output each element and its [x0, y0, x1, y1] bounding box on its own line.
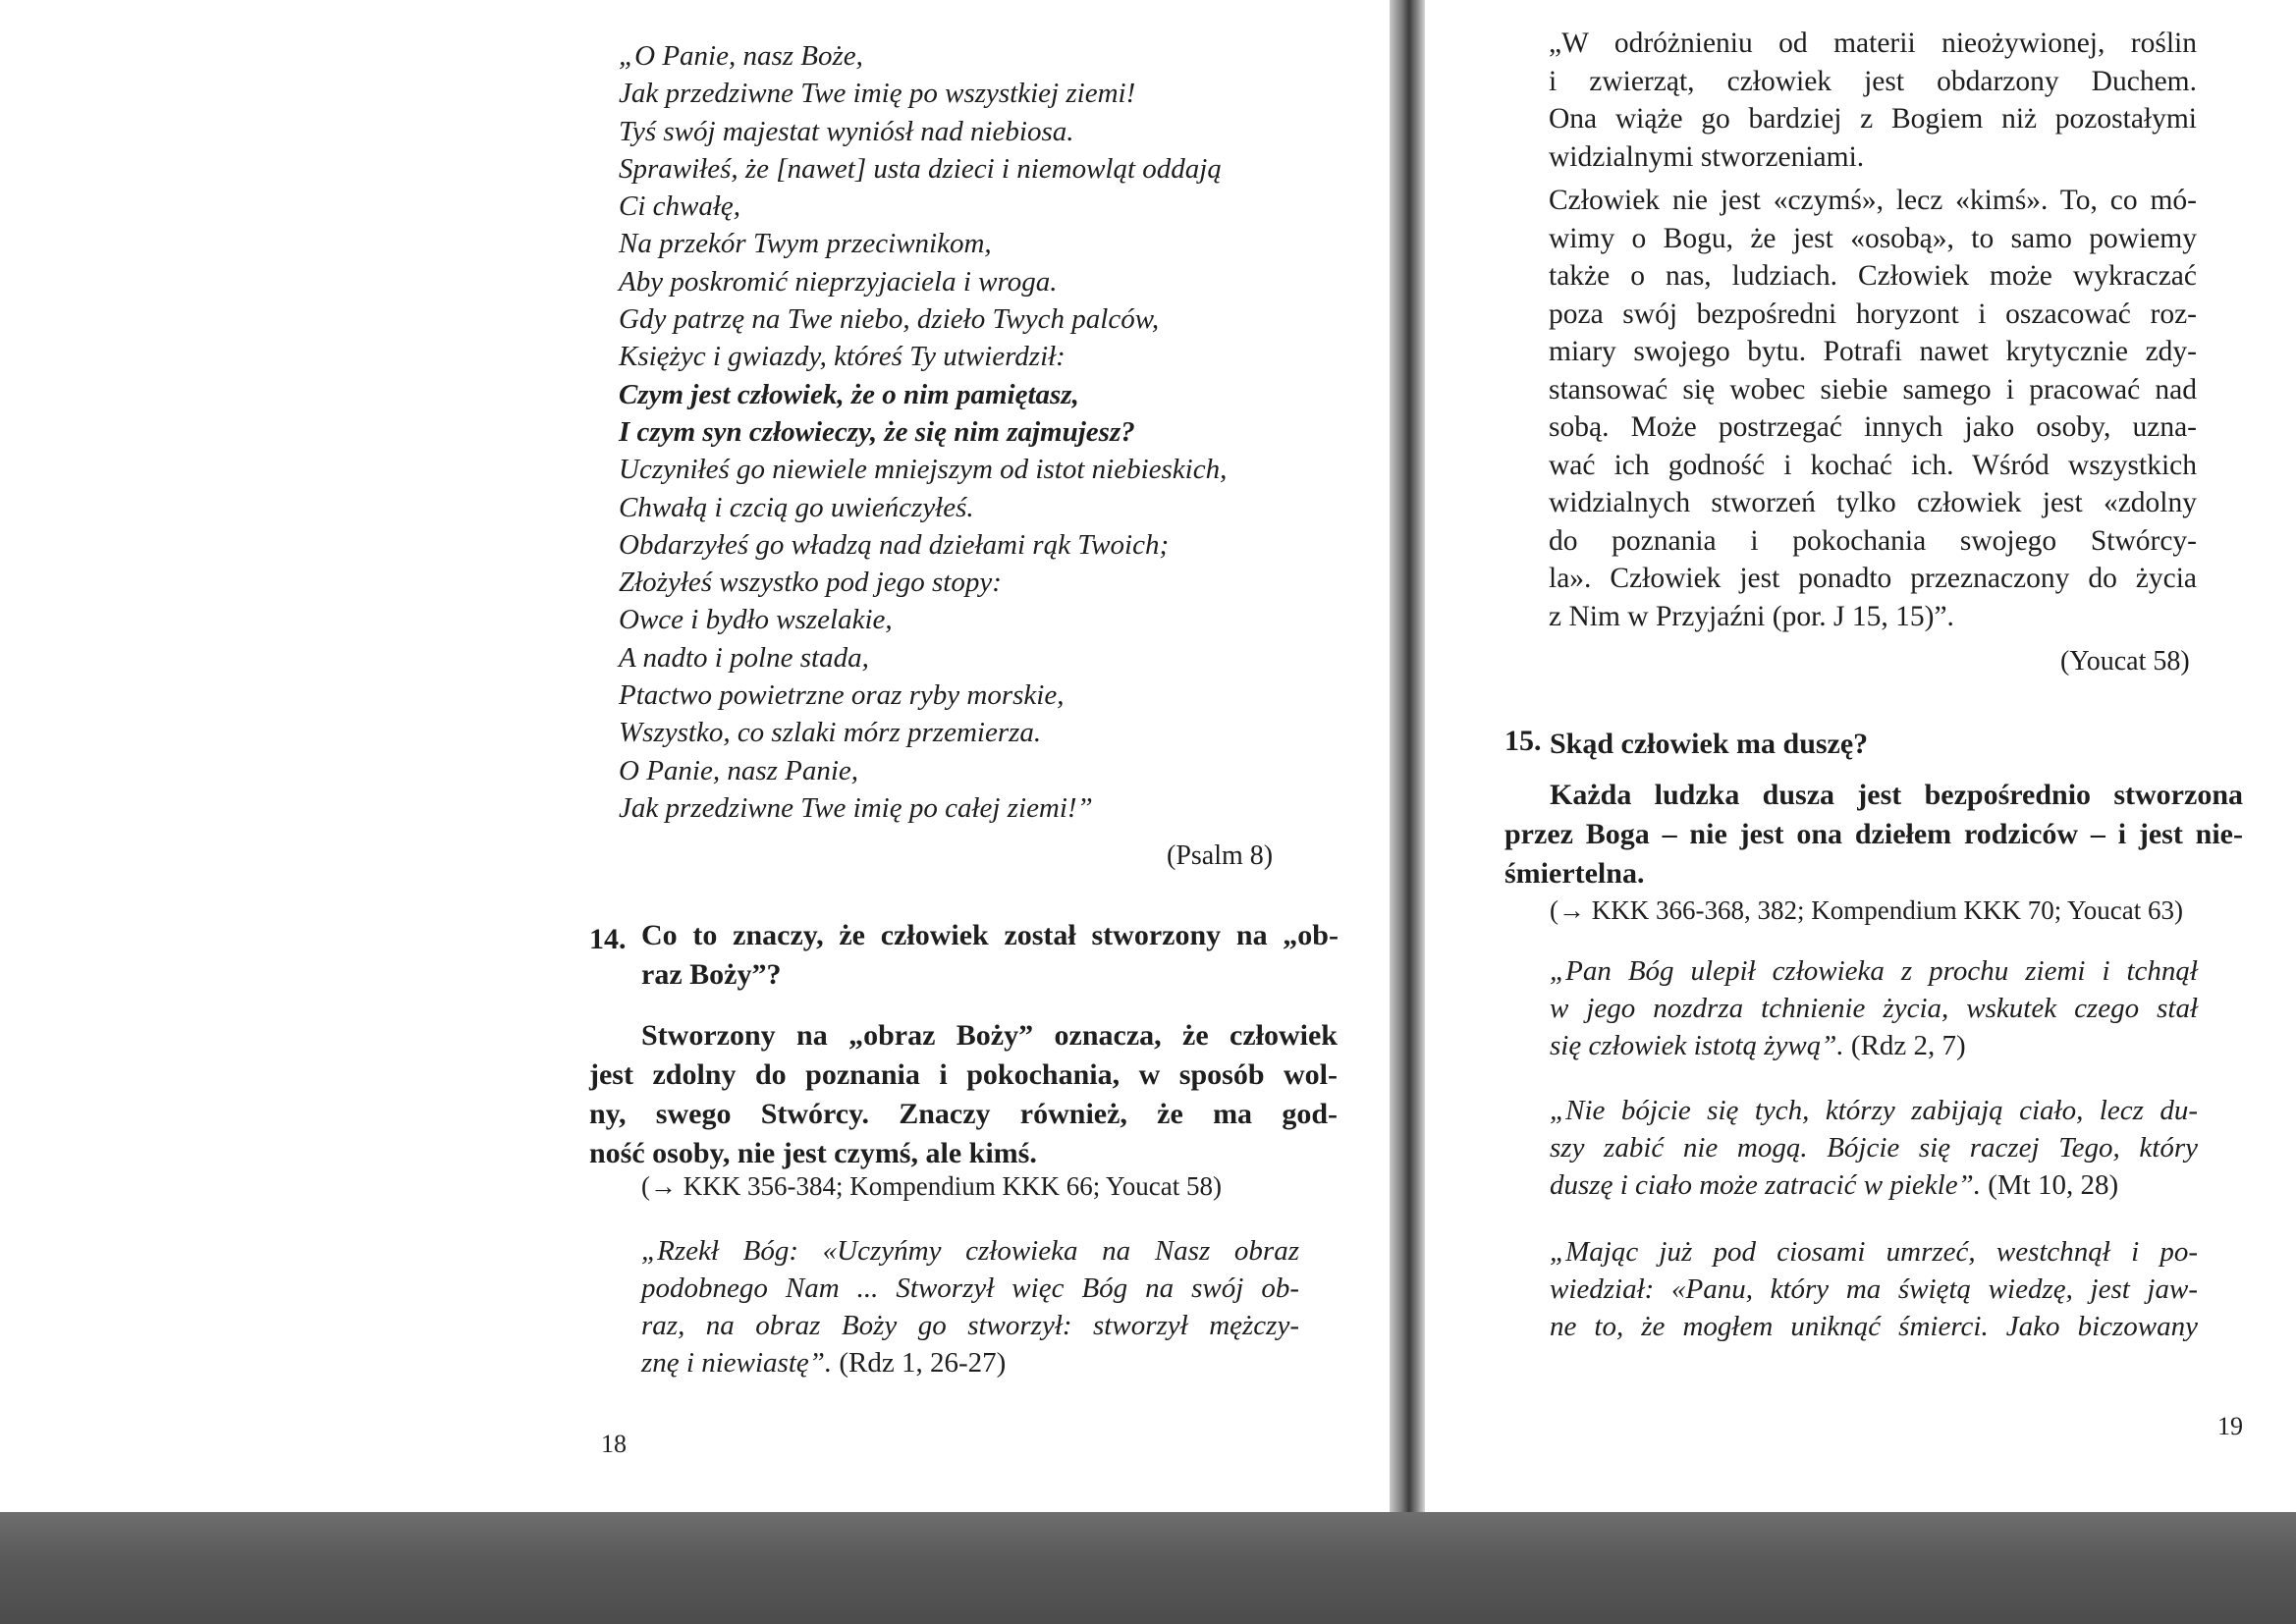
- poem-line: Uczyniłeś go niewiele mniejszym od istot niebieskich,: [619, 454, 1228, 486]
- poem-line: Chwałą i czcią go uwieńczyłeś.: [619, 491, 974, 523]
- text-line: la». Człowiek jest ponadto przeznaczony do życia: [1549, 563, 2197, 594]
- poem-line: Złożyłeś wszystko pod jego stopy:: [619, 567, 1002, 599]
- quote-line: „Nie bójcie się tych, którzy zabijają ciało, lecz du-: [1550, 1095, 2198, 1126]
- question-title: Skąd człowiek ma duszę?: [1550, 728, 1869, 760]
- text-line: Człowiek nie jest «czymś», lecz «kimś». To, co mó-: [1549, 185, 2197, 216]
- text-line: z Nim w Przyjaźni (por. J 15, 15)”.: [1549, 600, 1954, 632]
- quote-text: duszę i ciało może zatracić w piekle”.: [1550, 1169, 1981, 1201]
- question-title-line: Co to znaczy, że człowiek został stworzony na „ob-: [641, 919, 1339, 951]
- genesis-quote: [641, 1232, 1299, 1381]
- quote-line: ne to, że mogłem uniknąć śmierci. Jako biczowany: [1550, 1311, 2198, 1342]
- question-title: [641, 916, 1339, 995]
- text-line: wać ich godność i kochać ich. Wśród wszystkich: [1549, 449, 2197, 481]
- poem-line: I czym syn człowieczy, że się nim zajmujesz?: [619, 415, 1135, 448]
- answer-line: ność osoby, nie jest czymś, ale kimś.: [589, 1137, 1037, 1169]
- poem-source: (Psalm 8): [1167, 840, 1274, 871]
- youcat-reference: (Youcat 58): [2060, 646, 2190, 677]
- question-number: 15.: [1504, 725, 1542, 757]
- answer-text: [1504, 776, 2243, 893]
- poem-line: Jak przedziwne Twe imię po wszystkiej ziemi!: [619, 78, 1136, 110]
- genesis-quote: [1550, 952, 2198, 1064]
- text-line: i zwierząt, człowiek jest obdarzony Duchem.: [1549, 65, 2197, 97]
- scan-margin: [0, 0, 471, 1512]
- text-line: stansować się wobec siebie samego i pracować nad: [1549, 373, 2197, 406]
- text-line: do poznania i pokochania swojego Stwórcy-: [1549, 524, 2197, 557]
- text-line: „W odróżnieniu od materii nieożywionej, roślin: [1549, 27, 2197, 59]
- poem-line: Na przekór Twym przeciwnikom,: [619, 228, 992, 260]
- quote-line: [1550, 1027, 2198, 1064]
- poem-line: Owce i bydło wszelakie,: [619, 604, 893, 636]
- text-line: sobą. Może postrzegać innych jako osoby, uzna-: [1549, 411, 2197, 443]
- quote-line: szy zabić nie mogą. Bójcie się raczej Tego, który: [1550, 1132, 2198, 1164]
- scanner-edge: [0, 1512, 2296, 1624]
- answer-line: śmiertelna.: [1504, 857, 1645, 890]
- question-number: 14.: [589, 923, 627, 955]
- youcat-intro: [1549, 25, 2197, 176]
- text-line: wimy o Bogu, że jest «osobą», to samo powiemy: [1549, 222, 2197, 254]
- quote-line: [1550, 1166, 2198, 1204]
- poem-line: O Panie, nasz Panie,: [619, 754, 859, 786]
- poem-line: Aby poskromić nieprzyjaciela i wroga.: [619, 265, 1058, 298]
- poem-line: Wszystko, co szlaki mórz przemierza.: [619, 717, 1042, 749]
- youcat-paragraph: [1549, 182, 2197, 635]
- catechism-citation: (→ KKK 366-368, 382; Kompendium KKK 70; Youcat 63): [1550, 895, 2183, 925]
- poem-line: Księżyc i gwiazdy, któreś Ty utwierdził:: [619, 341, 1066, 373]
- quote-reference: (Rdz 2, 7): [1843, 1030, 1966, 1061]
- quote-line: raz, na obraz Boży go stworzył: stworzył mężczy-: [641, 1310, 1299, 1341]
- text-line: Ona wiąże go bardziej z Bogiem niż pozostałymi: [1549, 103, 2197, 135]
- text-line: widzialnymi stworzeniami.: [1549, 140, 1865, 173]
- psalm-poem: [619, 37, 1326, 827]
- poem-line: Tyś swój majestat wyniósł nad niebiosa.: [619, 115, 1074, 147]
- quote-line: podobnego Nam ... Stworzył więc Bóg na swój ob-: [641, 1272, 1299, 1304]
- quote-line: „Rzekł Bóg: «Uczyńmy człowieka na Nasz obraz: [641, 1235, 1299, 1267]
- text-line: także o nas, ludziach. Człowiek może wykraczać: [1549, 260, 2197, 292]
- answer-text: [589, 1016, 1338, 1173]
- maccabees-quote: [1550, 1233, 2198, 1345]
- quote-line: wiedział: «Panu, który ma świętą wiedzę, jest jaw-: [1550, 1273, 2198, 1305]
- book-gutter: [1390, 0, 1425, 1512]
- quote-line: w jego nozdrza tchnienie życia, wskutek czego stał: [1550, 993, 2198, 1024]
- poem-line: Obdarzyłeś go władzą nad dziełami rąk Twoich;: [619, 528, 1170, 561]
- poem-line: Ci chwałę,: [619, 190, 741, 223]
- answer-line: przez Boga – nie jest ona dziełem rodziców – i jest nie-: [1504, 818, 2243, 850]
- poem-line: „O Panie, nasz Boże,: [619, 40, 863, 72]
- poem-line: Jak przedziwne Twe imię po całej ziemi!”: [619, 791, 1093, 824]
- text-line: poza swój bezpośredni horyzont i oszacować roz-: [1549, 298, 2197, 330]
- text-line: widzialnych stworzeń tylko człowiek jest «zdolny: [1549, 487, 2197, 518]
- answer-line: Każda ludzka dusza jest bezpośrednio stworzona: [1550, 779, 2243, 811]
- catechism-citation: (→ KKK 356-384; Kompendium KKK 66; Youcat 58): [641, 1171, 1222, 1201]
- poem-line: A nadto i polne stada,: [619, 641, 869, 674]
- poem-line: Ptactwo powietrzne oraz ryby morskie,: [619, 679, 1065, 712]
- poem-line: Gdy patrzę na Twe niebo, dzieło Twych palców,: [619, 303, 1160, 336]
- poem-line: Sprawiłeś, że [nawet] usta dzieci i niemowląt oddają: [619, 152, 1222, 185]
- matthew-quote: [1550, 1092, 2198, 1204]
- poem-line: Czym jest człowiek, że o nim pamiętasz,: [619, 378, 1079, 410]
- question-title-line: raz Boży”?: [641, 958, 782, 991]
- page-number: 19: [2217, 1412, 2243, 1440]
- answer-line: ny, swego Stwórcy. Znaczy również, że ma god-: [589, 1098, 1338, 1130]
- answer-line: Stworzony na „obraz Boży” oznacza, że człowiek: [641, 1019, 1338, 1052]
- quote-line: „Pan Bóg ulepił człowieka z prochu ziemi i tchnął: [1550, 955, 2198, 987]
- text-line: miary swojego bytu. Potrafi nawet krytycznie zdy-: [1549, 336, 2197, 367]
- page-number: 18: [601, 1430, 627, 1458]
- quote-text: znę i niewiastę”.: [641, 1347, 833, 1379]
- quote-reference: (Rdz 1, 26-27): [832, 1347, 1007, 1379]
- answer-line: jest zdolny do poznania i pokochania, w sposób wol-: [589, 1058, 1338, 1091]
- quote-line: „Mając już pod ciosami umrzeć, westchnął i po-: [1550, 1236, 2198, 1268]
- quote-line: [641, 1344, 1299, 1381]
- quote-text: się człowiek istotą żywą”.: [1550, 1030, 1844, 1061]
- quote-reference: (Mt 10, 28): [1980, 1169, 2119, 1201]
